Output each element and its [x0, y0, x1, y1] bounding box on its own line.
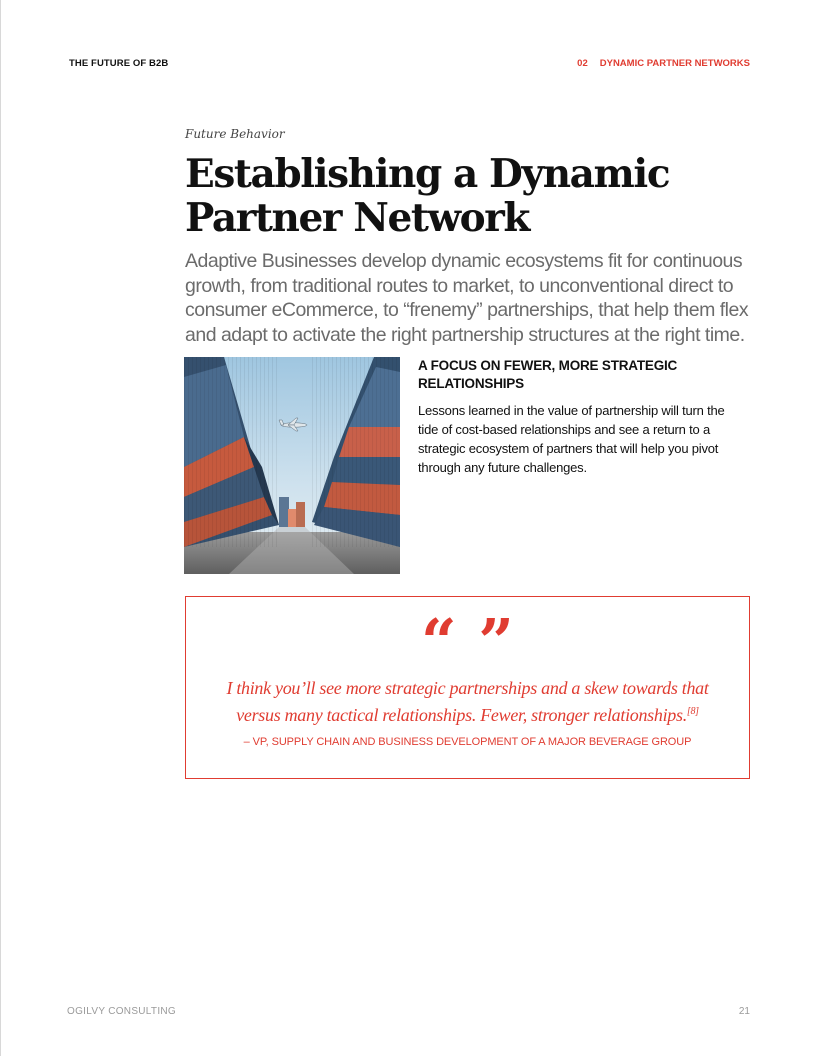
section-number: 02 [577, 58, 588, 69]
quote-text [206, 676, 729, 727]
page-number: 21 [738, 1006, 750, 1017]
page-title-line-1: Establishing a Dynamic [185, 151, 670, 197]
page-title-line-2: Partner Network [185, 195, 530, 241]
focus-heading: A FOCUS ON FEWER, MORE STRATEGIC RELATIONSHIPS [418, 358, 678, 391]
running-header-section [577, 58, 750, 69]
quote-attribution: – VP, SUPPLY CHAIN AND BUSINESS DEVELOPMENT OF A MAJOR BEVERAGE GROUP [243, 736, 692, 748]
focus-body: Lessons learned in the value of partnership will turn the tide of cost-based relationships and see a return to a strategic ecosystem of partners that will help you pivot through any future challenges. [418, 403, 725, 475]
eyebrow-label: Future Behavior [185, 127, 285, 141]
page-title [185, 152, 705, 240]
pull-quote-box [185, 596, 750, 779]
quote-marks-icon: “ ” [421, 605, 514, 678]
shipping-containers-photo [184, 357, 400, 574]
running-header-title: THE FUTURE OF B2B [69, 58, 169, 69]
quote-body: I think you’ll see more strategic partnerships and a skew towards that versus many tactical relationships. Fewer, stronger relationships. [226, 678, 709, 725]
section-title: DYNAMIC PARTNER NETWORKS [599, 58, 750, 69]
intro-paragraph: Adaptive Businesses develop dynamic ecosystems fit for continuous growth, from traditional routes to market, to unconventional direct to consumer eCommerce, to “frenemy” partnerships, that help them flex and adapt to activate the right partnership structures at the right time. [185, 250, 749, 346]
quote-citation: [8] [686, 706, 699, 717]
footer-brand: OGILVY CONSULTING [67, 1006, 177, 1017]
